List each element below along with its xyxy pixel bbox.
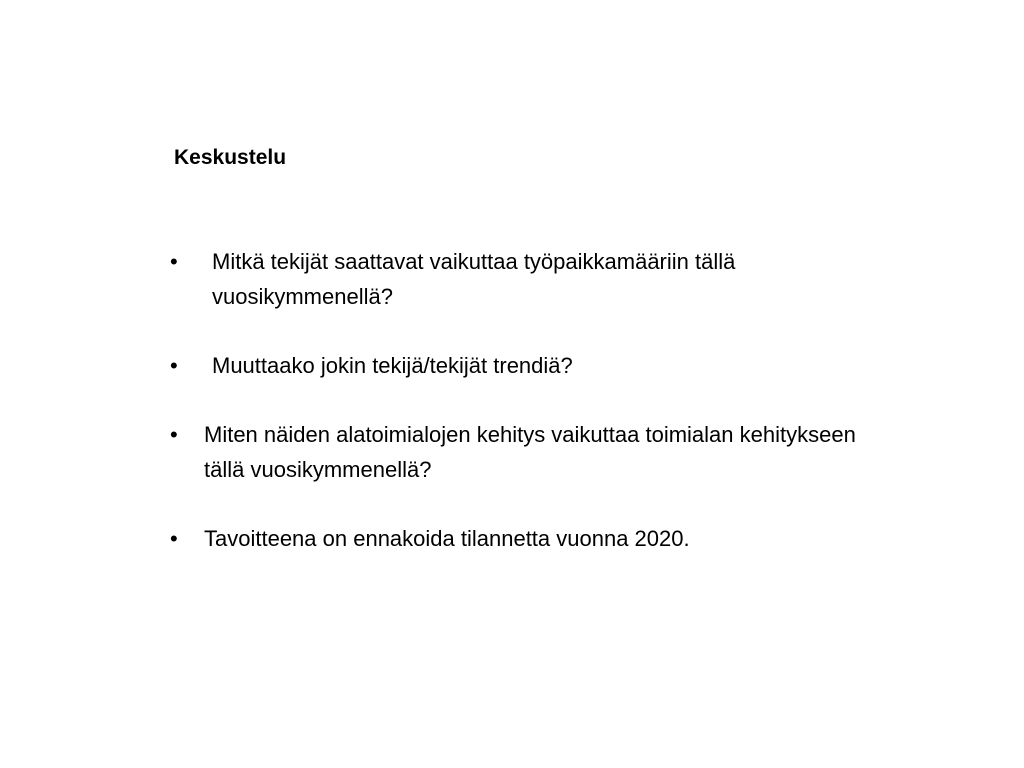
bullet-item bbox=[170, 244, 890, 314]
bullet-item bbox=[170, 417, 890, 487]
bullet-icon: • bbox=[170, 422, 178, 447]
slide-heading: Keskustelu bbox=[174, 146, 287, 169]
bullet-icon: • bbox=[170, 526, 178, 551]
bullet-list bbox=[170, 244, 890, 590]
bullet-item bbox=[170, 348, 890, 383]
bullet-icon: • bbox=[170, 249, 178, 274]
bullet-text: Muuttaako jokin tekijä/tekijät trendiä? bbox=[212, 353, 573, 378]
bullet-text: Mitkä tekijät saattavat vaikuttaa työpaikkamääriin tällä vuosikymmenellä? bbox=[212, 249, 736, 309]
bullet-icon: • bbox=[170, 353, 178, 378]
bullet-text: Miten näiden alatoimialojen kehitys vaikuttaa toimialan kehitykseen tällä vuosikymmenellä? bbox=[204, 422, 856, 482]
bullet-item bbox=[170, 521, 890, 556]
bullet-text: Tavoitteena on ennakoida tilannetta vuonna 2020. bbox=[204, 526, 690, 551]
